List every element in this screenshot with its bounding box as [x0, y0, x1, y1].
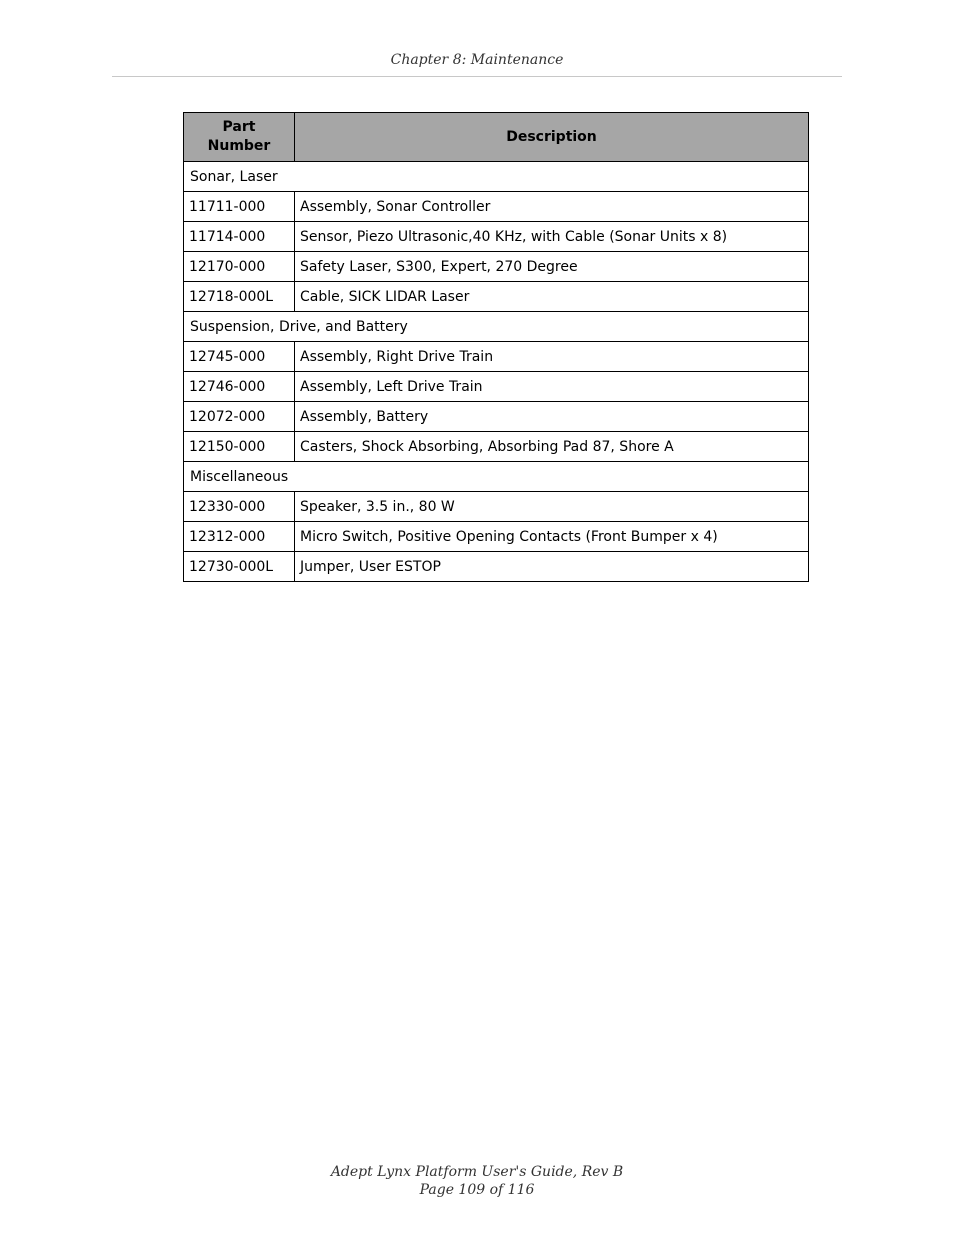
column-header-part-line-2: Number: [207, 138, 271, 154]
table-row: [184, 402, 809, 432]
section-label: Suspension, Drive, and Battery: [184, 312, 809, 342]
part-number-cell: 12745-000: [184, 342, 295, 372]
footer-doc-title: Adept Lynx Platform User's Guide, Rev B: [330, 1164, 624, 1180]
part-number-cell: 11714-000: [184, 222, 295, 252]
section-row: [184, 162, 809, 192]
part-number-cell: 12150-000: [184, 432, 295, 462]
section-label: Miscellaneous: [184, 462, 809, 492]
table-row: [184, 432, 809, 462]
description-cell: Casters, Shock Absorbing, Absorbing Pad 87, Shore A: [295, 432, 809, 462]
section-label: Sonar, Laser: [184, 162, 809, 192]
part-number-cell: 12718-000L: [184, 282, 295, 312]
description-cell: Assembly, Sonar Controller: [295, 192, 809, 222]
table-row: [184, 192, 809, 222]
table-row: [184, 282, 809, 312]
description-cell: Speaker, 3.5 in., 80 W: [295, 492, 809, 522]
part-number-cell: 12072-000: [184, 402, 295, 432]
description-cell: Assembly, Left Drive Train: [295, 372, 809, 402]
part-number-cell: 11711-000: [184, 192, 295, 222]
description-cell: Assembly, Battery: [295, 402, 809, 432]
description-cell: Micro Switch, Positive Opening Contacts (Front Bumper x 4): [295, 522, 809, 552]
section-row: [184, 312, 809, 342]
table-row: [184, 252, 809, 282]
description-cell: Assembly, Right Drive Train: [295, 342, 809, 372]
description-cell: Cable, SICK LIDAR Laser: [295, 282, 809, 312]
table-row: [184, 522, 809, 552]
description-cell: Sensor, Piezo Ultrasonic,40 KHz, with Cable (Sonar Units x 8): [295, 222, 809, 252]
column-header-description: Description: [295, 113, 809, 162]
section-row: [184, 462, 809, 492]
description-cell: Safety Laser, S300, Expert, 270 Degree: [295, 252, 809, 282]
running-header: Chapter 8: Maintenance: [390, 52, 564, 68]
parts-table: [183, 112, 809, 582]
part-number-cell: 12746-000: [184, 372, 295, 402]
table-body: [184, 162, 809, 582]
running-footer: [0, 1163, 954, 1199]
table-row: [184, 222, 809, 252]
description-cell: Jumper, User ESTOP: [295, 552, 809, 582]
part-number-cell: 12330-000: [184, 492, 295, 522]
footer-page-number: Page 109 of 116: [419, 1182, 535, 1198]
table-header-row: [184, 113, 809, 162]
column-header-part-line-1: Part: [222, 119, 256, 135]
table-row: [184, 552, 809, 582]
part-number-cell: 12170-000: [184, 252, 295, 282]
part-number-cell: 12312-000: [184, 522, 295, 552]
header-divider: [112, 76, 842, 77]
table-row: [184, 342, 809, 372]
part-number-cell: 12730-000L: [184, 552, 295, 582]
column-header-part-number: [184, 113, 295, 162]
table-row: [184, 372, 809, 402]
table-row: [184, 492, 809, 522]
